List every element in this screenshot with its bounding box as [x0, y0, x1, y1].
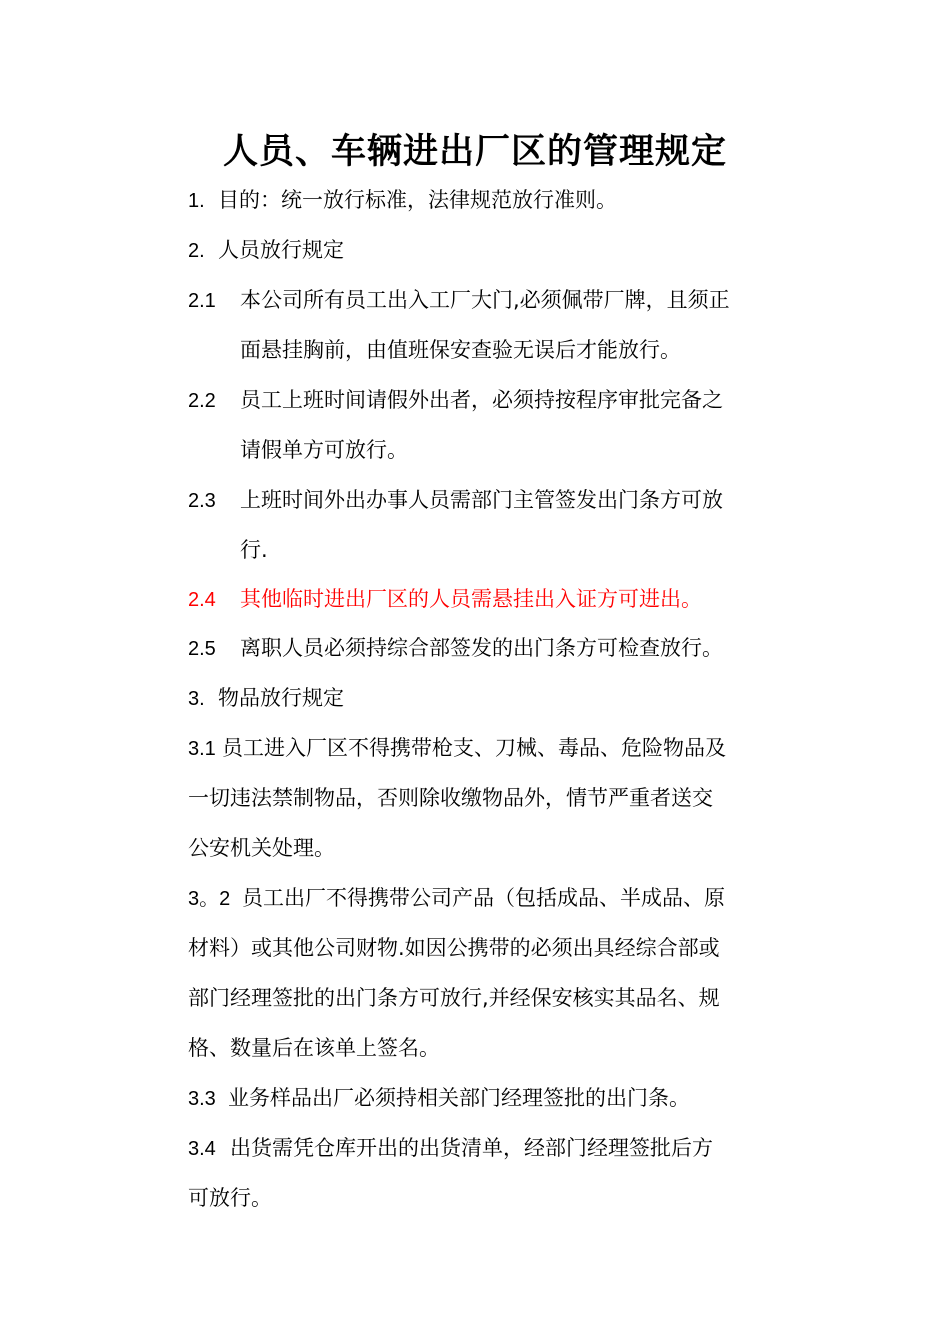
item-2-3 — [188, 485, 723, 516]
item-text: 部门经理签批的出门条方可放行,并经保安核实其品名、规 — [188, 986, 720, 1010]
item-3-1-continued — [188, 783, 713, 813]
item-3-3 — [188, 1083, 690, 1114]
section-1-purpose — [188, 185, 617, 216]
item-number: 2.5 — [188, 638, 216, 660]
item-text: 材料）或其他公司财物.如因公携带的必须出具经综合部或 — [188, 936, 720, 960]
item-text: 面悬挂胸前，由值班保安查验无误后才能放行。 — [240, 338, 681, 362]
item-2-3-continued — [240, 535, 268, 565]
item-3-1-continued — [188, 833, 335, 863]
item-text: 请假单方可放行。 — [240, 438, 408, 462]
item-3-2-continued — [188, 1033, 440, 1063]
item-text: 目的：统一放行标准，法律规范放行准则。 — [218, 188, 617, 212]
item-2-2 — [188, 385, 723, 416]
item-text: 公安机关处理。 — [188, 836, 335, 860]
item-3-2-continued — [188, 983, 720, 1013]
item-text: 业务样品出厂必须持相关部门经理签批的出门条。 — [228, 1086, 690, 1110]
document-title: 人员、车辆进出厂区的管理规定 — [222, 131, 727, 172]
item-text: 离职人员必须持综合部签发的出门条方可检查放行。 — [240, 636, 723, 660]
item-3-2 — [188, 883, 725, 914]
item-3-2-continued — [188, 933, 720, 963]
item-text: 本公司所有员工出入工厂大门,必须佩带厂牌，且须正 — [240, 288, 730, 312]
item-3-1 — [188, 733, 726, 764]
item-number: 3. — [188, 688, 205, 710]
item-number: 3.3 — [188, 1088, 216, 1110]
item-number: 3。2 — [188, 888, 231, 910]
item-number: 3.1 — [188, 738, 216, 760]
item-2-2-continued — [240, 435, 408, 465]
item-text: 员工上班时间请假外出者，必须持按程序审批完备之 — [240, 388, 723, 412]
item-3-4 — [188, 1133, 713, 1164]
item-number: 2.3 — [188, 490, 216, 512]
item-3-4-continued — [188, 1183, 272, 1213]
item-text: 其他临时进出厂区的人员需悬挂出入证方可进出。 — [240, 587, 702, 611]
item-number: 1. — [188, 190, 205, 212]
item-number: 2.1 — [188, 290, 216, 312]
section-2-heading — [188, 235, 344, 266]
item-text: 出货需凭仓库开出的出货清单，经部门经理签批后方 — [230, 1136, 713, 1160]
item-text: 人员放行规定 — [218, 238, 344, 262]
item-text: 可放行。 — [188, 1186, 272, 1210]
section-3-heading — [188, 683, 344, 714]
item-2-5 — [188, 633, 723, 664]
item-2-1 — [188, 285, 730, 316]
item-text: 上班时间外出办事人员需部门主管签发出门条方可放 — [240, 488, 723, 512]
item-text: 物品放行规定 — [218, 686, 344, 710]
item-text: 行. — [240, 538, 268, 562]
item-2-1-continued — [240, 335, 681, 365]
item-number: 2. — [188, 240, 205, 262]
item-number: 2.4 — [188, 589, 216, 611]
item-text: 格、数量后在该单上签名。 — [188, 1036, 440, 1060]
item-2-4-highlighted — [188, 584, 702, 615]
item-text: 员工进入厂区不得携带枪支、刀械、毒品、危险物品及 — [222, 736, 726, 760]
item-number: 3.4 — [188, 1138, 216, 1160]
item-number: 2.2 — [188, 390, 216, 412]
item-text: 员工出厂不得携带公司产品（包括成品、半成品、原 — [242, 886, 725, 910]
item-text: 一切违法禁制物品，否则除收缴物品外，情节严重者送交 — [188, 786, 713, 810]
